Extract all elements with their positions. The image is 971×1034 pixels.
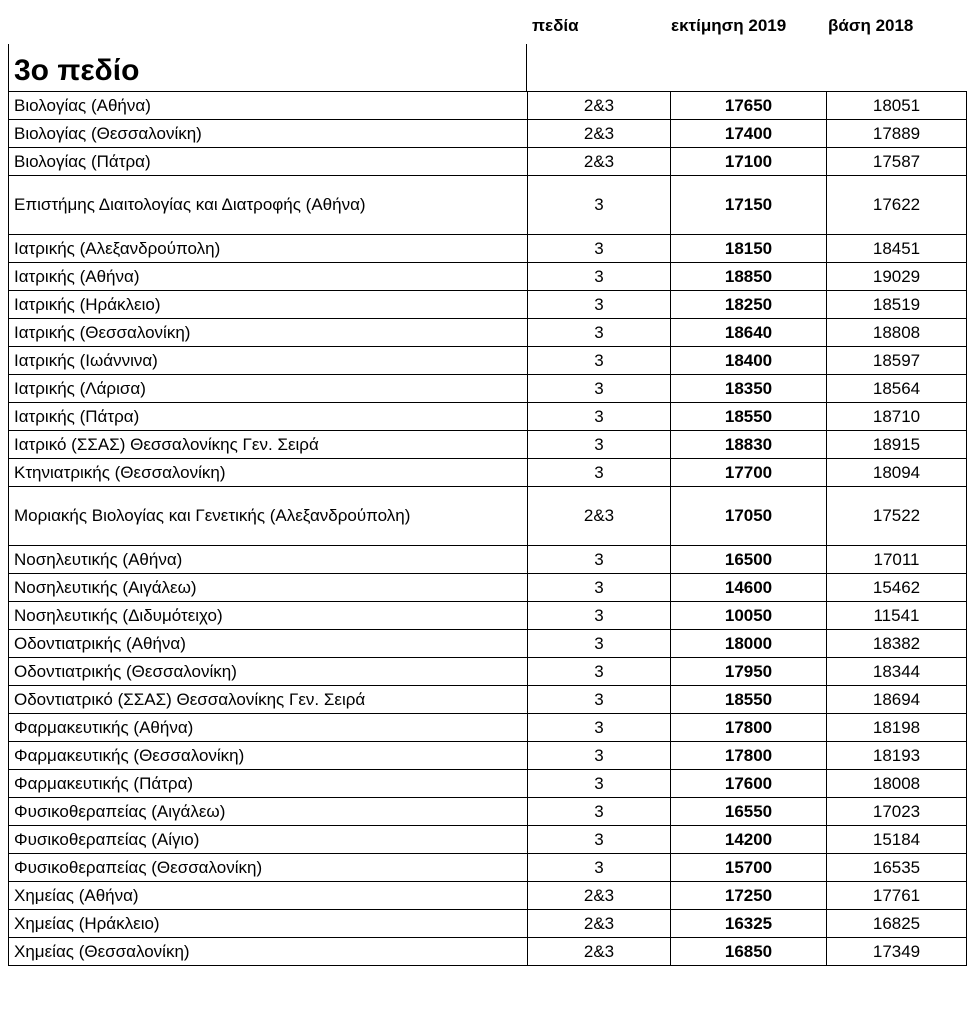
table-row (9, 375, 967, 403)
fields-cell: 2&3 (528, 92, 671, 120)
estimate-2019-cell: 17800 (671, 714, 827, 742)
department-name-cell: Επιστήμης Διαιτολογίας και Διατροφής (Αθήνα) (9, 176, 528, 235)
table-row (9, 770, 967, 798)
department-name-cell: Χημείας (Ηράκλειο) (9, 910, 528, 938)
estimate-2019-cell: 18350 (671, 375, 827, 403)
department-name-cell: Φυσικοθεραπείας (Θεσσαλονίκη) (9, 854, 528, 882)
department-name-cell: Νοσηλευτικής (Διδυμότειχο) (9, 602, 528, 630)
fields-cell: 2&3 (528, 120, 671, 148)
base-2018-cell: 18694 (827, 686, 967, 714)
base-2018-cell: 16535 (827, 854, 967, 882)
department-name-cell: Κτηνιατρικής (Θεσσαλονίκη) (9, 459, 528, 487)
scores-table-body (9, 92, 967, 966)
base-2018-cell: 17761 (827, 882, 967, 910)
table-row (9, 263, 967, 291)
table-row (9, 574, 967, 602)
table-row (9, 686, 967, 714)
base-2018-cell: 18519 (827, 291, 967, 319)
department-name-cell: Βιολογίας (Πάτρα) (9, 148, 528, 176)
section-title: 3ο πεδίο (14, 54, 140, 87)
table-row (9, 176, 967, 235)
table-row (9, 148, 967, 176)
base-2018-cell: 17011 (827, 546, 967, 574)
department-name-cell: Ιατρικής (Αλεξανδρούπολη) (9, 235, 528, 263)
table-row (9, 487, 967, 546)
table-row (9, 854, 967, 882)
estimate-2019-cell: 18150 (671, 235, 827, 263)
table-row (9, 826, 967, 854)
fields-cell: 3 (528, 431, 671, 459)
estimate-2019-cell: 18550 (671, 403, 827, 431)
base-2018-cell: 17622 (827, 176, 967, 235)
base-2018-cell: 18344 (827, 658, 967, 686)
fields-cell: 2&3 (528, 882, 671, 910)
fields-cell: 3 (528, 714, 671, 742)
department-name-cell: Φαρμακευτικής (Αθήνα) (9, 714, 528, 742)
department-name-cell: Χημείας (Θεσσαλονίκη) (9, 938, 528, 966)
fields-cell: 3 (528, 686, 671, 714)
table-row (9, 235, 967, 263)
table-row (9, 347, 967, 375)
department-name-cell: Ιατρικής (Αθήνα) (9, 263, 528, 291)
table-row (9, 714, 967, 742)
department-name-cell: Οδοντιατρικής (Αθήνα) (9, 630, 528, 658)
column-headers (0, 16, 971, 42)
estimate-2019-cell: 18850 (671, 263, 827, 291)
fields-cell: 3 (528, 770, 671, 798)
header-estimate-2019: εκτίμηση 2019 (671, 16, 787, 35)
department-name-cell: Οδοντιατρικής (Θεσσαλονίκη) (9, 658, 528, 686)
fields-cell: 3 (528, 176, 671, 235)
department-name-cell: Οδοντιατρικό (ΣΣΑΣ) Θεσσαλονίκης Γεν. Σειρά (9, 686, 528, 714)
base-2018-cell: 11541 (827, 602, 967, 630)
estimate-2019-cell: 18550 (671, 686, 827, 714)
estimate-2019-cell: 17650 (671, 92, 827, 120)
estimate-2019-cell: 18000 (671, 630, 827, 658)
fields-cell: 3 (528, 742, 671, 770)
department-name-cell: Ιατρικής (Πάτρα) (9, 403, 528, 431)
table-row (9, 291, 967, 319)
department-name-cell: Φυσικοθεραπείας (Αιγάλεω) (9, 798, 528, 826)
table-row (9, 120, 967, 148)
base-2018-cell: 18710 (827, 403, 967, 431)
estimate-2019-cell: 16850 (671, 938, 827, 966)
fields-cell: 3 (528, 263, 671, 291)
header-fields: πεδία (532, 16, 579, 35)
table-row (9, 658, 967, 686)
estimate-2019-cell: 17600 (671, 770, 827, 798)
department-name-cell: Ιατρικής (Θεσσαλονίκη) (9, 319, 528, 347)
table-row (9, 882, 967, 910)
base-2018-cell: 17522 (827, 487, 967, 546)
estimate-2019-cell: 14200 (671, 826, 827, 854)
estimate-2019-cell: 17050 (671, 487, 827, 546)
fields-cell: 3 (528, 375, 671, 403)
table-row (9, 602, 967, 630)
base-2018-cell: 19029 (827, 263, 967, 291)
estimate-2019-cell: 18250 (671, 291, 827, 319)
department-name-cell: Ιατρικής (Ιωάννινα) (9, 347, 528, 375)
fields-cell: 3 (528, 574, 671, 602)
fields-cell: 2&3 (528, 148, 671, 176)
estimate-2019-cell: 17800 (671, 742, 827, 770)
table-row (9, 319, 967, 347)
estimate-2019-cell: 18400 (671, 347, 827, 375)
department-name-cell: Φυσικοθεραπείας (Αίγιο) (9, 826, 528, 854)
base-2018-cell: 18597 (827, 347, 967, 375)
estimate-2019-cell: 17950 (671, 658, 827, 686)
estimate-2019-cell: 17700 (671, 459, 827, 487)
base-2018-cell: 18451 (827, 235, 967, 263)
base-2018-cell: 18008 (827, 770, 967, 798)
table-row (9, 938, 967, 966)
estimate-2019-cell: 18640 (671, 319, 827, 347)
base-2018-cell: 18094 (827, 459, 967, 487)
fields-cell: 2&3 (528, 910, 671, 938)
base-2018-cell: 17349 (827, 938, 967, 966)
fields-cell: 3 (528, 347, 671, 375)
department-name-cell: Ιατρικής (Ηράκλειο) (9, 291, 528, 319)
base-2018-cell: 18193 (827, 742, 967, 770)
estimate-2019-cell: 16500 (671, 546, 827, 574)
fields-cell: 3 (528, 798, 671, 826)
table-row (9, 910, 967, 938)
department-name-cell: Νοσηλευτικής (Αθήνα) (9, 546, 528, 574)
fields-cell: 3 (528, 546, 671, 574)
estimate-2019-cell: 17150 (671, 176, 827, 235)
table-row (9, 459, 967, 487)
base-2018-cell: 18915 (827, 431, 967, 459)
base-2018-cell: 15462 (827, 574, 967, 602)
fields-cell: 3 (528, 459, 671, 487)
table-row (9, 546, 967, 574)
estimate-2019-cell: 10050 (671, 602, 827, 630)
base-2018-cell: 18198 (827, 714, 967, 742)
estimate-2019-cell: 16550 (671, 798, 827, 826)
estimate-2019-cell: 17100 (671, 148, 827, 176)
table-row (9, 431, 967, 459)
fields-cell: 3 (528, 630, 671, 658)
scores-table (8, 91, 967, 966)
department-name-cell: Ιατρικό (ΣΣΑΣ) Θεσσαλονίκης Γεν. Σειρά (9, 431, 528, 459)
department-name-cell: Βιολογίας (Θεσσαλονίκη) (9, 120, 528, 148)
department-name-cell: Μοριακής Βιολογίας και Γενετικής (Αλεξανδρούπολη) (9, 487, 528, 546)
estimate-2019-cell: 17400 (671, 120, 827, 148)
department-name-cell: Ιατρικής (Λάρισα) (9, 375, 528, 403)
fields-cell: 3 (528, 235, 671, 263)
base-2018-cell: 15184 (827, 826, 967, 854)
base-2018-cell: 17889 (827, 120, 967, 148)
base-2018-cell: 18564 (827, 375, 967, 403)
base-2018-cell: 18051 (827, 92, 967, 120)
table-row (9, 798, 967, 826)
department-name-cell: Νοσηλευτικής (Αιγάλεω) (9, 574, 528, 602)
fields-cell: 3 (528, 854, 671, 882)
table-row (9, 403, 967, 431)
department-name-cell: Φαρμακευτικής (Θεσσαλονίκη) (9, 742, 528, 770)
table-row (9, 630, 967, 658)
fields-cell: 2&3 (528, 938, 671, 966)
estimate-2019-cell: 17250 (671, 882, 827, 910)
base-2018-cell: 17587 (827, 148, 967, 176)
estimate-2019-cell: 16325 (671, 910, 827, 938)
fields-cell: 3 (528, 826, 671, 854)
header-base-2018: βάση 2018 (828, 16, 914, 35)
department-name-cell: Βιολογίας (Αθήνα) (9, 92, 528, 120)
fields-cell: 2&3 (528, 487, 671, 546)
estimate-2019-cell: 15700 (671, 854, 827, 882)
base-2018-cell: 17023 (827, 798, 967, 826)
estimate-2019-cell: 18830 (671, 431, 827, 459)
department-name-cell: Φαρμακευτικής (Πάτρα) (9, 770, 528, 798)
base-2018-cell: 18808 (827, 319, 967, 347)
table-row (9, 742, 967, 770)
table-row (9, 92, 967, 120)
estimate-2019-cell: 14600 (671, 574, 827, 602)
section-title-cell (8, 44, 527, 92)
fields-cell: 3 (528, 319, 671, 347)
fields-cell: 3 (528, 291, 671, 319)
fields-cell: 3 (528, 403, 671, 431)
department-name-cell: Χημείας (Αθήνα) (9, 882, 528, 910)
base-2018-cell: 18382 (827, 630, 967, 658)
base-2018-cell: 16825 (827, 910, 967, 938)
fields-cell: 3 (528, 658, 671, 686)
fields-cell: 3 (528, 602, 671, 630)
